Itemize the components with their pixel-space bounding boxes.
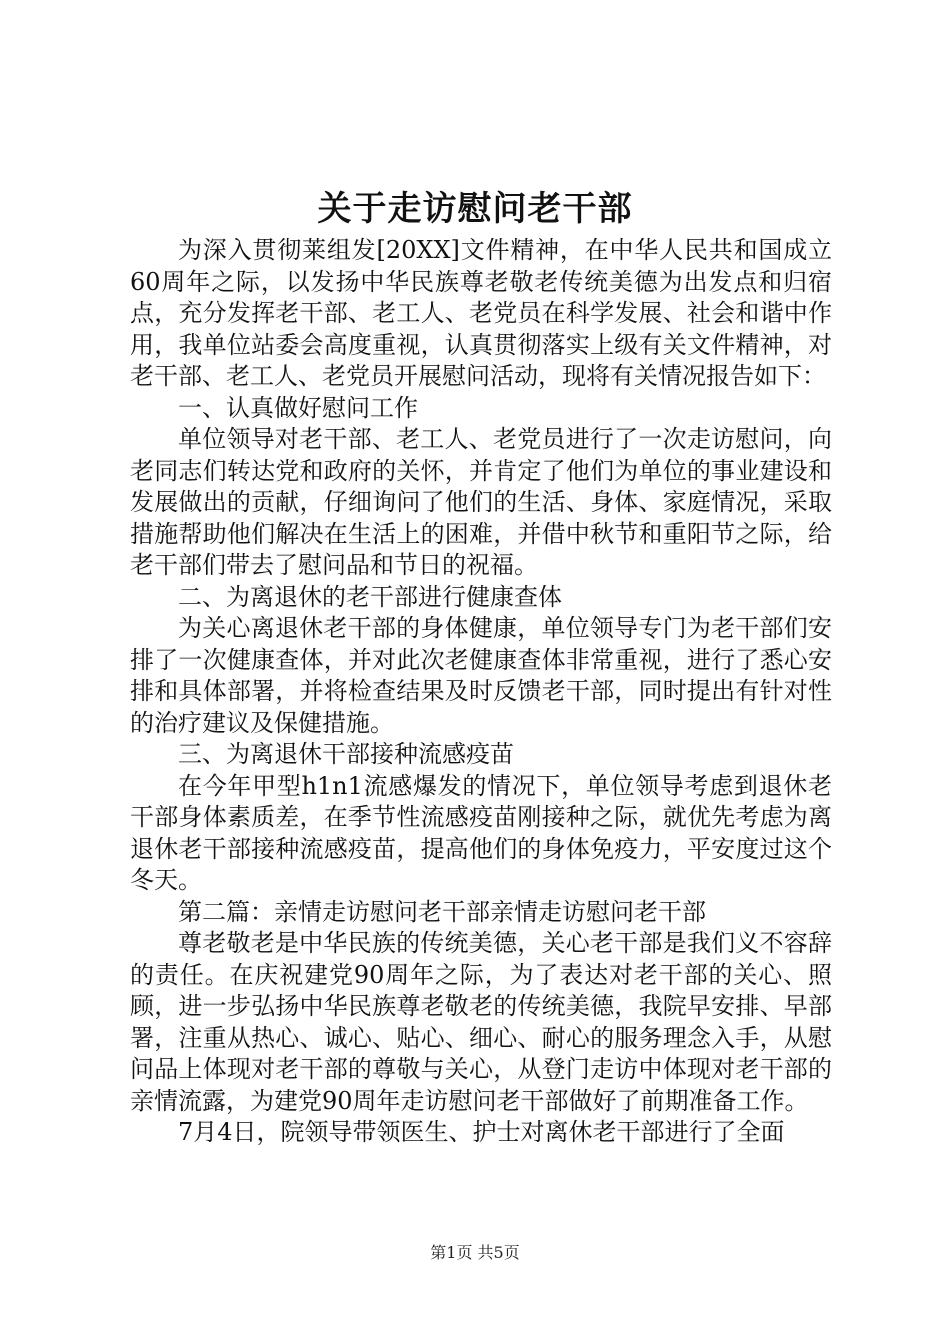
intro-paragraph: 为深入贯彻莱组发[20XX]文件精神，在中华人民共和国成立60周年之际，以发扬中华民族尊老敬老传统美德为出发点和归宿点，充分发挥老干部、老工人、老党员在科学发展、社会和谐中作用，我单位站委会高度重视，认真贯彻落实上级有关文件精神，对老干部、老工人、老党员开展慰问活动，现将有关情况报告如下： <box>130 236 832 390</box>
section-heading-2: 二、为离退休的老干部进行健康查体 <box>178 582 562 611</box>
section-paragraph-3: 在今年甲型h1n1流感爆发的情况下，单位领导考虑到退休老干部身体素质差，在季节性流感疫苗刚接种之际，就优先考虑为离退休老干部接种流感疫苗，提高他们的身体免疫力，平安度过这个冬天。 <box>130 771 832 894</box>
document-title: 关于走访慰问老干部 <box>317 189 633 229</box>
section-paragraph-1: 单位领导对老干部、老工人、老党员进行了一次走访慰问，向老同志们转达党和政府的关怀，并肯定了他们为单位的事业建设和发展做出的贡献，仔细询问了他们的生活、身体、家庭情况，采取措施帮助他们解决在生活上的困难，并借中秋节和重阳节之际，给老干部们带去了慰问品和节日的祝福。 <box>130 425 832 579</box>
part-two-paragraph-2: 7月4日，院领导带领医生、护士对离休老干部进行了全面 <box>178 1118 785 1146</box>
section-heading-1: 一、认真做好慰问工作 <box>178 393 418 422</box>
section-heading-3: 三、为离退休干部接种流感疫苗 <box>178 740 514 768</box>
part-two-paragraph-1: 尊老敬老是中华民族的传统美德，关心老干部是我们义不容辞的责任。在庆祝建党90周年之际，为了表达对老干部的关心、照顾，进一步弘扬中华民族尊老敬老的传统美德，我院早安排、早部署，注重从热心、诚心、贴心、细心、耐心的服务理念入手，从慰问品上体现对老干部的尊敬与关心，从登门走访中体现对老干部的亲情流露，为建党90周年走访慰问老干部做好了前期准备工作。 <box>130 929 832 1115</box>
document-body <box>130 235 832 1149</box>
section-paragraph-2: 为关心离退休老干部的身体健康，单位领导专门为老干部们安排了一次健康查体，并对此次老健康查体非常重视，进行了悉心安排和具体部署，并将检查结果及时反馈老干部，同时提出有针对性的治疗建议及保健措施。 <box>130 614 832 737</box>
page-footer: 第1页 共5页 <box>430 1243 520 1262</box>
part-two-heading: 第二篇：亲情走访慰问老干部亲情走访慰问老干部 <box>178 897 706 926</box>
